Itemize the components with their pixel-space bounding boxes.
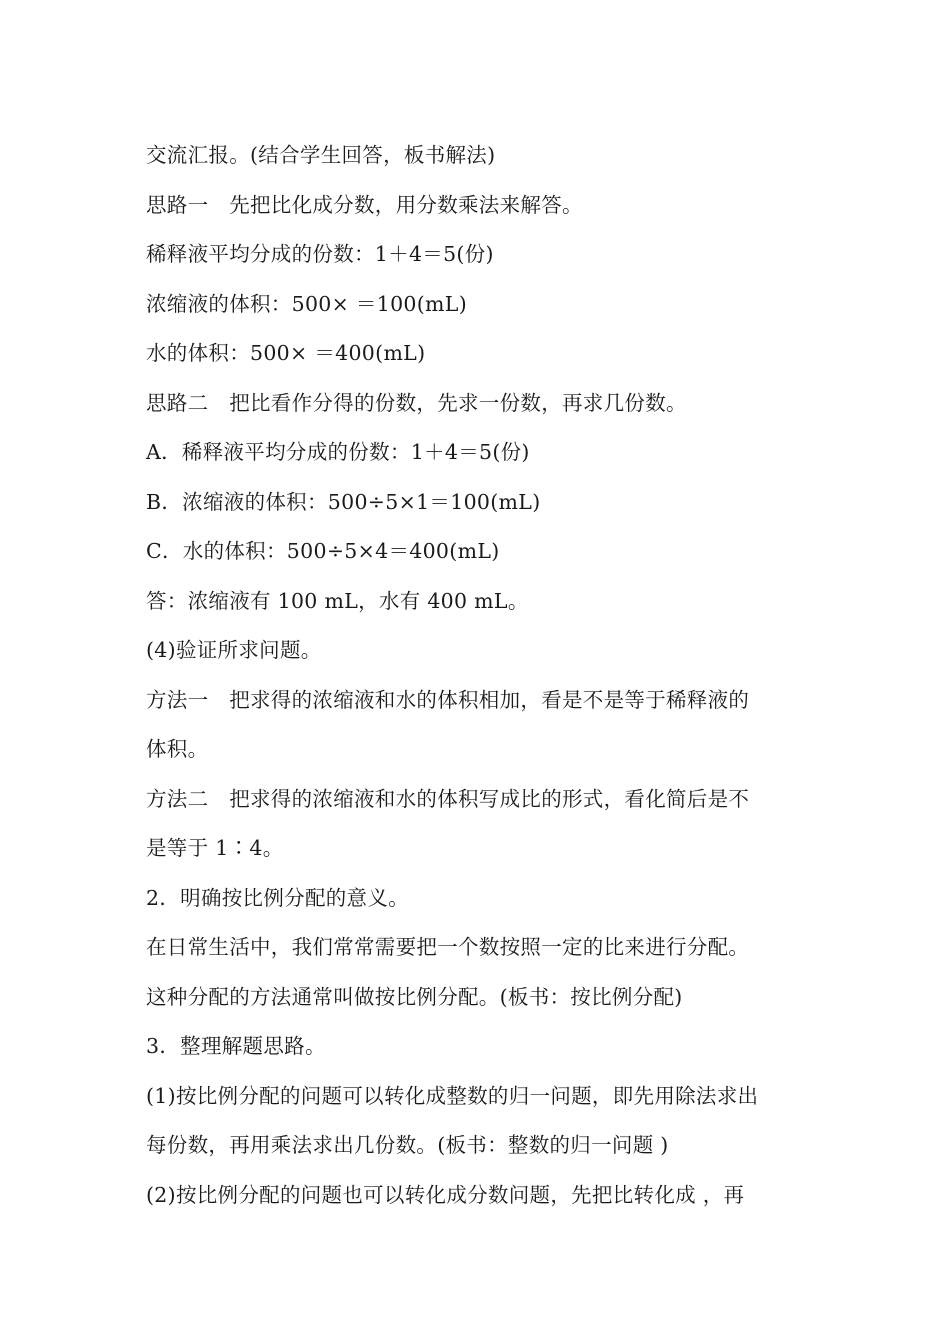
text-line: C．水的体积：500÷5×4＝400(mL) [146, 539, 500, 563]
text-line: 答：浓缩液有 100 mL，水有 400 mL。 [146, 588, 529, 613]
text-line: 在日常生活中，我们常常需要把一个数按照一定的比来进行分配。 [146, 935, 750, 959]
text-line: 稀释液平均分成的份数：1＋4＝5(份) [146, 242, 494, 266]
document-body [146, 131, 816, 1220]
text-line: 思路二 把比看作分得的份数，先求一份数，再求几份数。 [146, 390, 687, 415]
text-line: A．稀释液平均分成的份数：1＋4＝5(份) [146, 440, 530, 464]
text-line: 这种分配的方法通常叫做按比例分配。(板书：按比例分配) [146, 984, 683, 1009]
text-line: (2)按比例分配的问题也可以转化成分数问题，先把比转化成 ，再 [146, 1182, 745, 1207]
text-line: 方法一 把求得的浓缩液和水的体积相加，看是不是等于稀释液的 [146, 687, 750, 712]
text-line: 2．明确按比例分配的意义。 [146, 885, 409, 910]
text-line: 3．整理解题思路。 [146, 1034, 326, 1058]
text-line: 每份数，再用乘法求出几份数。(板书：整数的归一问题 ) [146, 1133, 669, 1157]
text-line: 水的体积：500× ＝400(mL) [146, 341, 426, 365]
text-line: 体积。 [146, 737, 209, 761]
text-line: 是等于 1∶4。 [146, 836, 284, 860]
text-line: 浓缩液的体积：500× ＝100(mL) [146, 291, 467, 316]
text-line: (4)验证所求问题。 [146, 638, 322, 662]
text-line: 方法二 把求得的浓缩液和水的体积写成比的形式，看化简后是不 [146, 786, 750, 811]
text-line: (1)按比例分配的问题可以转化成整数的归一问题，即先用除法求出 [146, 1083, 759, 1108]
text-line: 交流汇报。(结合学生回答，板书解法) [146, 143, 496, 167]
text-line: 思路一 先把比化成分数，用分数乘法来解答。 [146, 192, 583, 217]
text-line: B．浓缩液的体积：500÷5×1＝100(mL) [146, 489, 541, 514]
